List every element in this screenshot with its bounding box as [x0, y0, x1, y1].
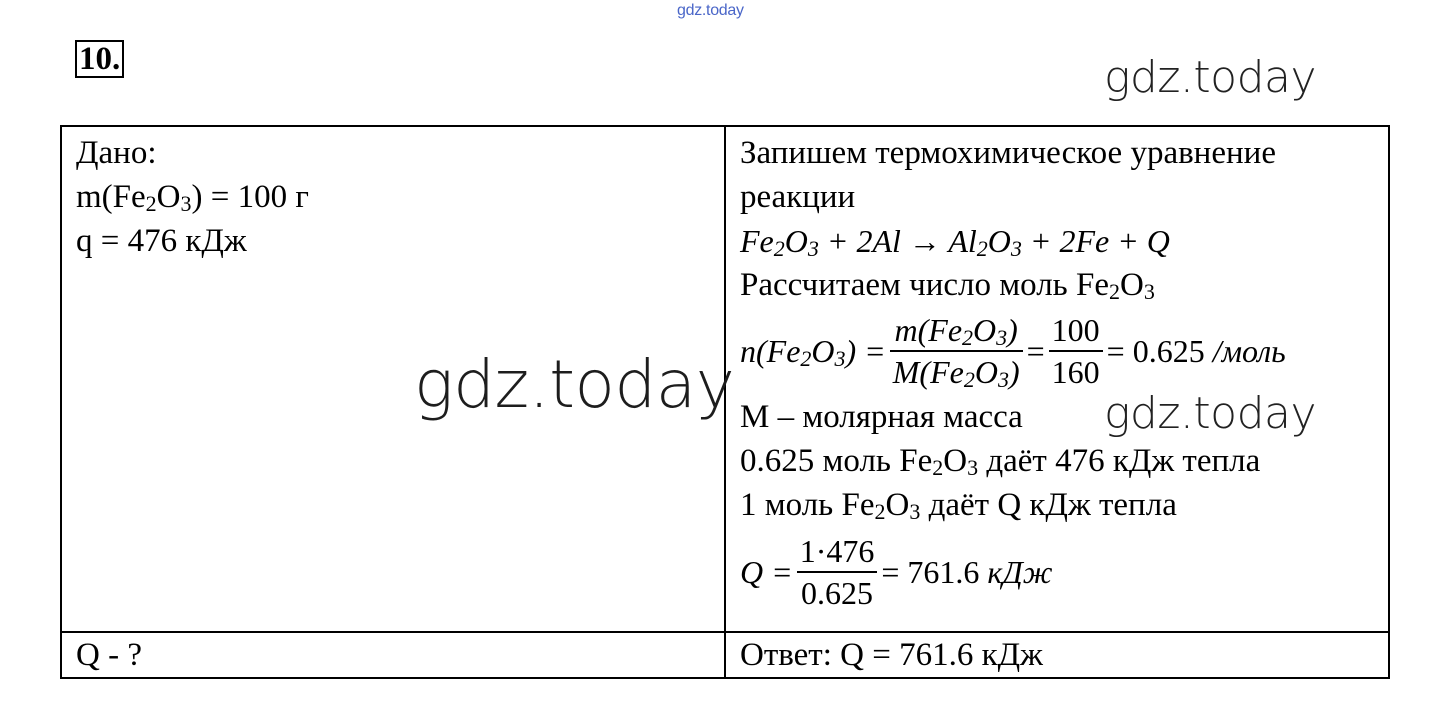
answer-text: Ответ: Q = 761.6 кДж	[740, 637, 1043, 673]
solution-intro-line2: реакции	[740, 179, 856, 215]
answer-cell	[725, 632, 1389, 678]
moles-formula: $n(Fe_2O_3)$ = $\frac{m(Fe_2O_3)}{M(Fe_2O_3)}$ = $\frac{100}{160}$ = 0.625 /моль	[740, 312, 1286, 392]
watermark-right-mid: gdz.today	[1104, 388, 1317, 439]
moles-fraction-symbolic: $\frac{m(Fe_2O_3)}{M(Fe_2O_3)}$	[890, 310, 1023, 392]
molar-mass-note: M – молярная масса	[740, 399, 1023, 435]
moles-heading: Рассчитаем число моль $Fe_2O_3$	[740, 267, 1155, 304]
watermark-right-top: gdz.today	[1104, 52, 1317, 103]
find-cell	[61, 632, 725, 678]
arrow-icon: →	[908, 223, 941, 259]
task-number: 10.	[75, 40, 124, 78]
given-heat: q = 476 кДж	[76, 223, 247, 259]
watermark-center: gdz.today	[414, 346, 735, 423]
watermark-top: gdz.today	[677, 2, 744, 19]
proportion-line-a: 0.625 моль $Fe_2O_3$ даёт 476 кДж тепла	[740, 443, 1261, 480]
solution-cell	[725, 126, 1389, 632]
heat-fraction: $\frac{1\cdot 476}{0.625}$	[797, 531, 878, 613]
moles-lhs: $n(Fe_2O_3)$ =	[740, 333, 886, 371]
solution-intro-line1: Запишем термохимическое уравнение	[740, 135, 1276, 171]
given-label: Дано:	[76, 135, 157, 171]
moles-fraction-numeric: $\frac{100}{160}$	[1049, 310, 1103, 392]
find-text: Q - ?	[76, 637, 142, 673]
given-mass: $m(Fe_2O_3) = 100$ г	[76, 179, 309, 216]
reaction-equation: $Fe_2O_3 + 2Al \to Al_2O_3 + 2Fe + Q$	[740, 223, 1170, 261]
heat-formula: Q = $\frac{1\cdot 476}{0.625}$ = 761.6 кДж	[740, 533, 1053, 611]
proportion-line-b: 1 моль $Fe_2O_3$ даёт Q кДж тепла	[740, 487, 1177, 524]
